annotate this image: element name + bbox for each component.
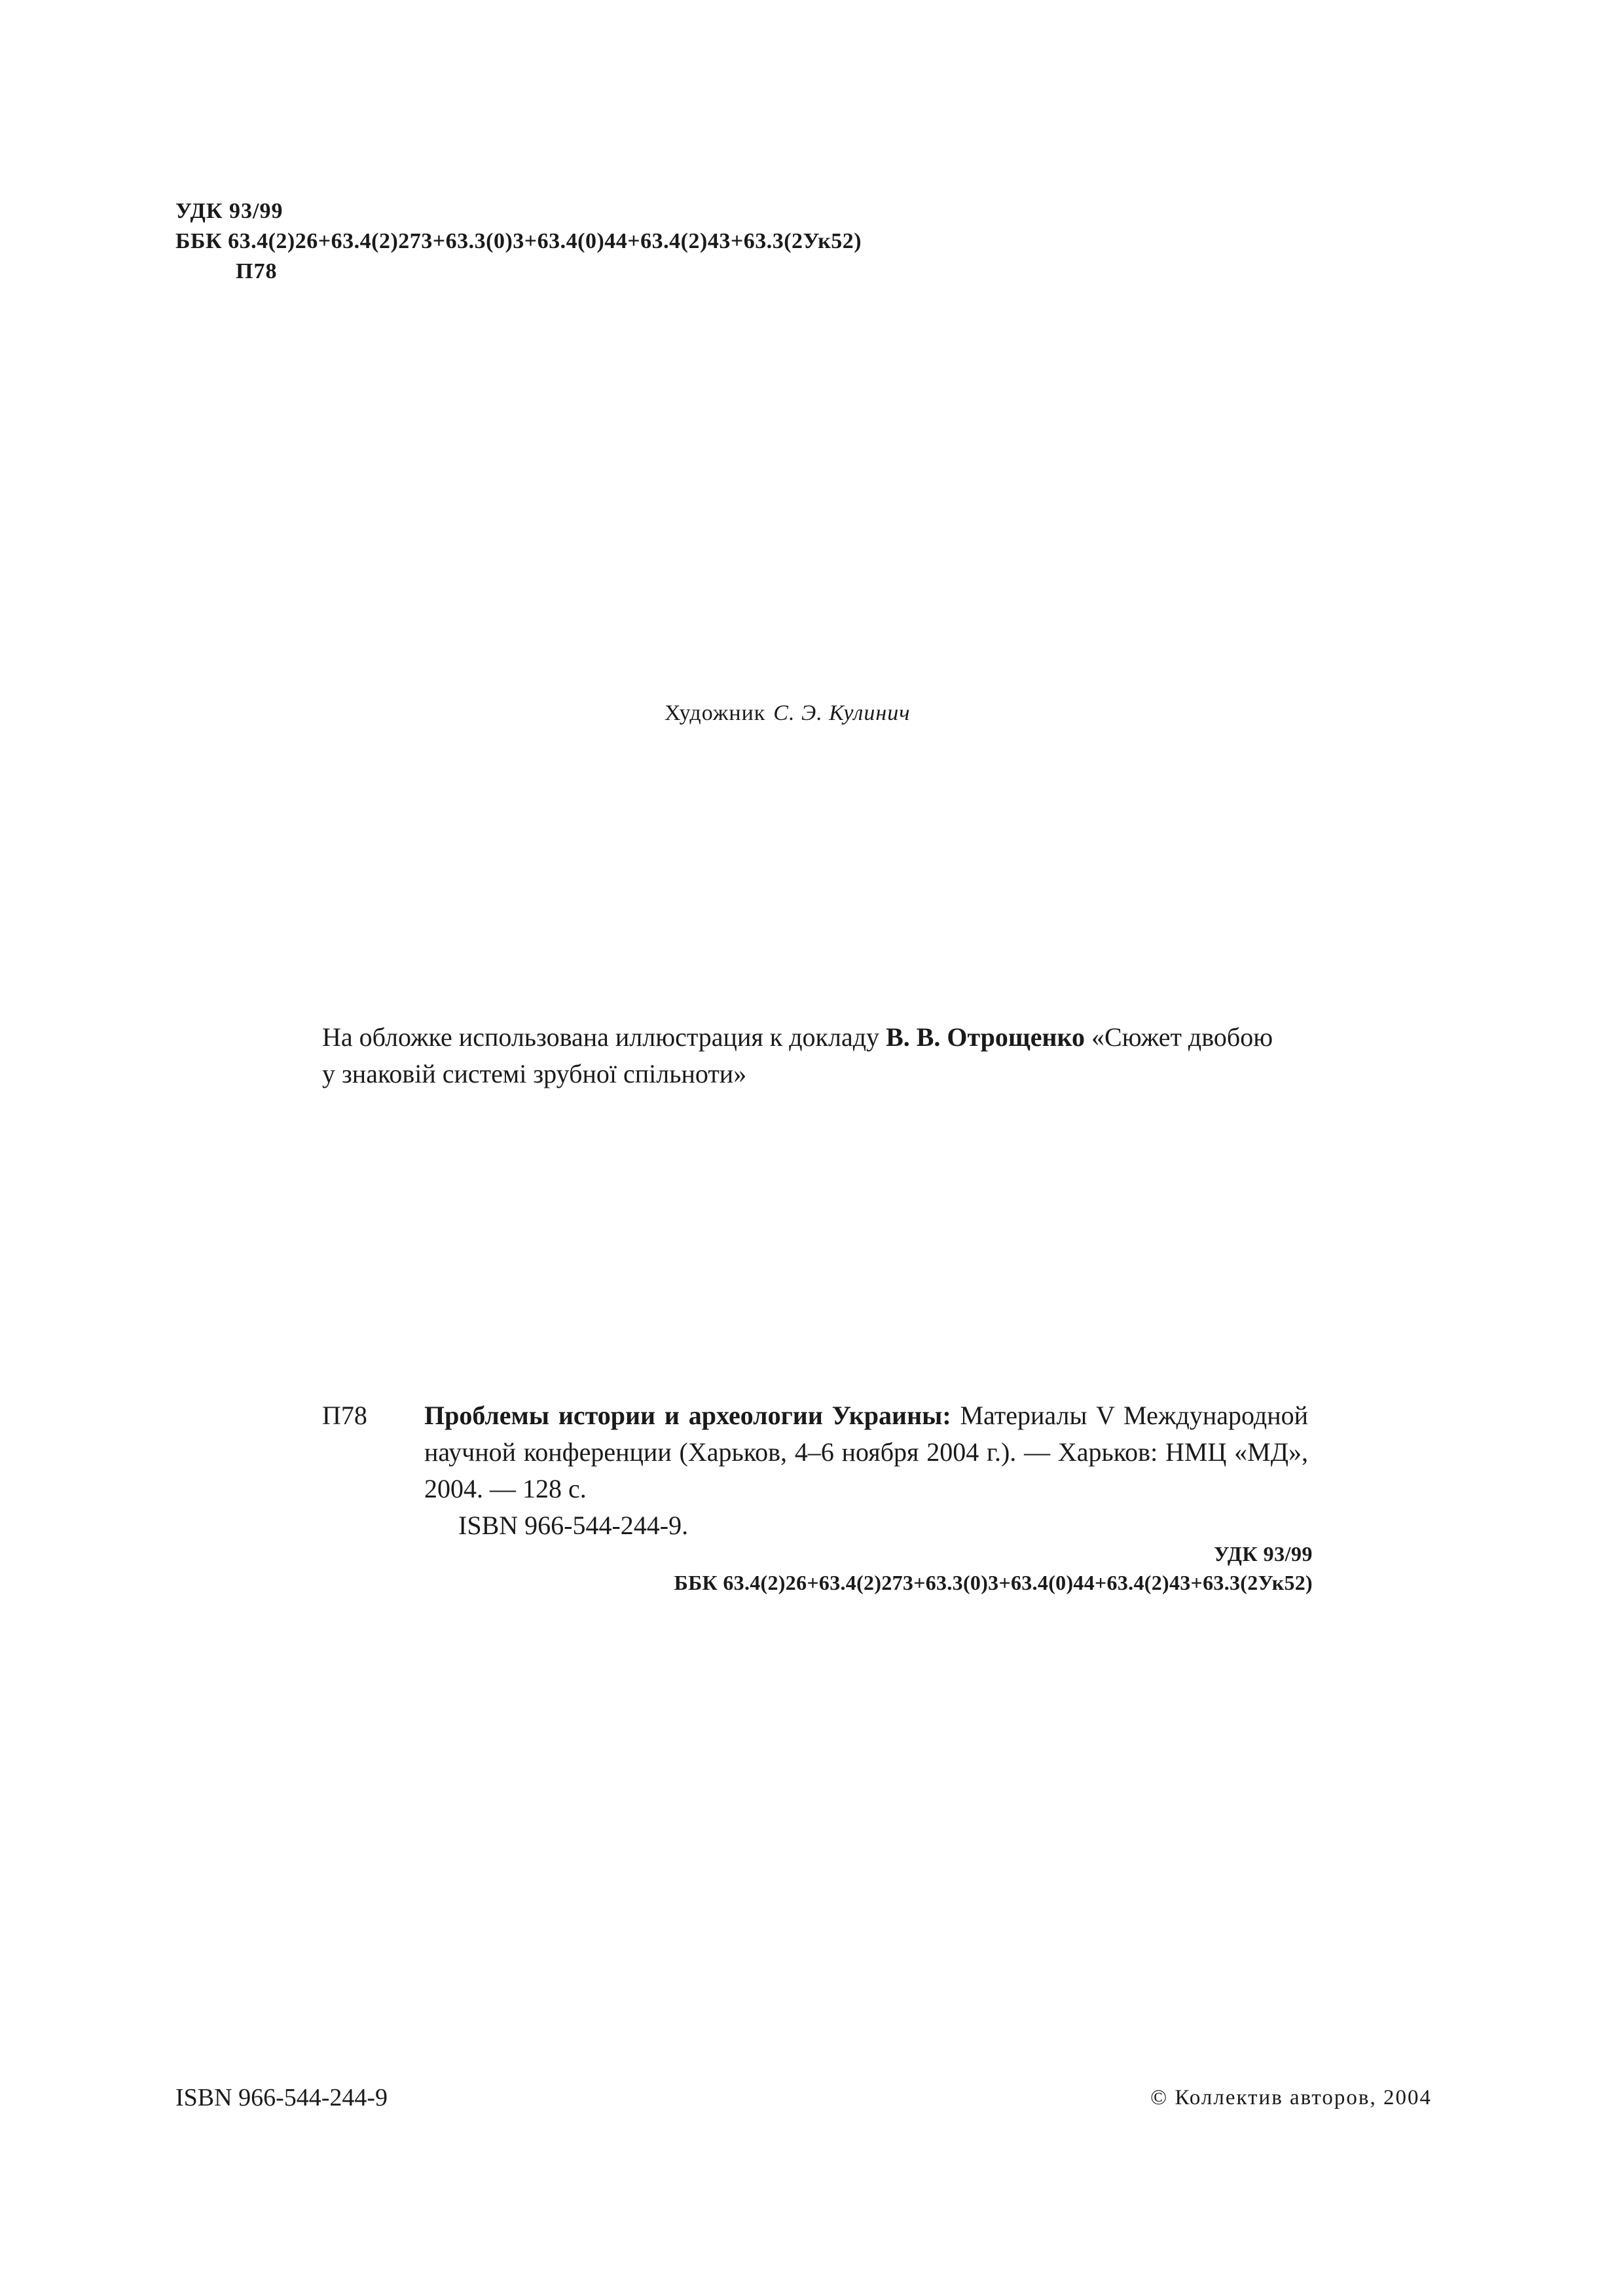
catalog-card-isbn: ISBN 966-544-244-9.	[458, 1511, 689, 1540]
artist-name: С. Э. Кулинич	[773, 701, 911, 725]
catalog-card-code: П78	[322, 1401, 367, 1430]
udk-code: УДК 93/99	[175, 199, 283, 223]
catalog-card-title: Проблемы истории и археологии Украины:	[424, 1401, 951, 1430]
footer-isbn: ISBN 966-544-244-9	[175, 2084, 388, 2111]
catalog-card-udk: УДК 93/99	[1214, 1542, 1313, 1566]
author-code: П78	[236, 259, 278, 283]
cover-note-author: В. В. Отрощенко	[886, 1022, 1085, 1052]
artist-label: Художник	[665, 701, 766, 725]
catalog-card-description	[424, 1397, 1308, 1507]
catalog-card-bbk: ББК 63.4(2)26+63.4(2)273+63.3(0)3+63.4(0)44+63.4(2)43+63.3(2Ук52)	[674, 1571, 1313, 1594]
catalog-card-details: Материалы V Международной научной конференции (Харьков, 4–6 ноября 2004 г.). — Харьков: НМЦ «МД», 2004. — 128 с.	[424, 1401, 1309, 1503]
bbk-code: ББК 63.4(2)26+63.4(2)273+63.3(0)3+63.4(0)44+63.4(2)43+63.3(2Ук52)	[175, 229, 862, 253]
cover-note-text-before: На обложке использована иллюстрация к докладу	[322, 1022, 886, 1052]
artist-credit	[665, 698, 910, 728]
cover-note	[322, 1019, 1278, 1092]
cover-note-text-after: «Сюжет двобою у знаковій системі зрубної спільноти»	[322, 1022, 1273, 1088]
footer-copyright: © Коллектив авторов, 2004	[1150, 2086, 1432, 2109]
